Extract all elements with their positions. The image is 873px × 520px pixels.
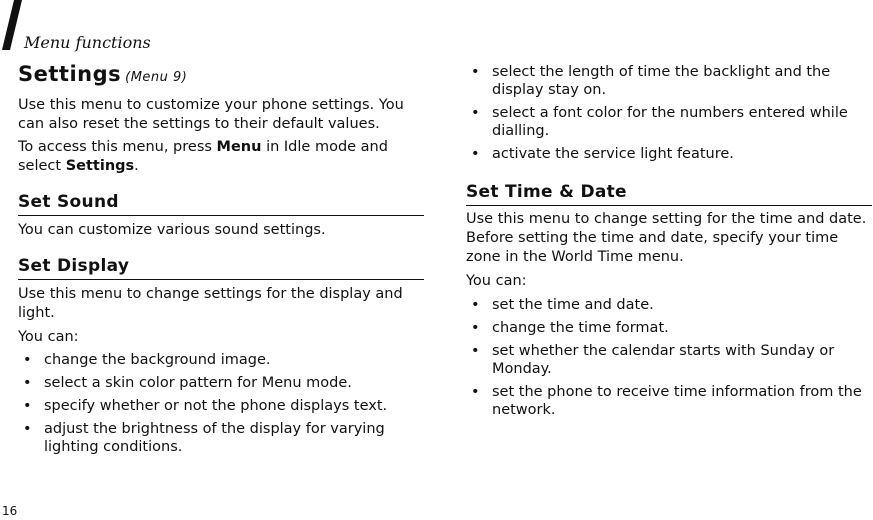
- list-item-text: set the time and date.: [492, 297, 654, 313]
- list-item: [466, 63, 872, 99]
- set-sound-heading: Set Sound: [18, 192, 119, 212]
- access-mid: in Idle mode and select: [18, 139, 388, 174]
- section-title-text: Settings: [18, 62, 122, 86]
- bullet-glyph: •: [23, 421, 32, 437]
- running-header: Menu functions: [24, 33, 151, 52]
- bullet-glyph: •: [471, 297, 480, 313]
- access-prefix: To access this menu, press: [18, 139, 217, 155]
- section-title: [18, 62, 187, 86]
- list-item: [18, 420, 424, 456]
- bullet-glyph: •: [23, 375, 32, 391]
- set-time-you-can: You can:: [466, 273, 527, 289]
- section-menu-number: (Menu 9): [125, 70, 188, 85]
- list-item-text: specify whether or not the phone displays text.: [44, 398, 388, 414]
- list-item-text: set whether the calendar starts with Sunday or Monday.: [492, 343, 835, 377]
- set-display-text: Use this menu to change settings for the display and light.: [18, 286, 403, 321]
- list-item: [466, 342, 872, 378]
- list-item: [466, 319, 872, 337]
- set-sound-rule: [18, 215, 424, 216]
- list-item-text: change the time format.: [492, 320, 669, 336]
- bullet-glyph: •: [23, 398, 32, 414]
- header-accent-bar: [0, 0, 24, 50]
- bullet-glyph: •: [471, 64, 480, 80]
- set-time-rule: [466, 205, 872, 206]
- list-item: [466, 145, 872, 163]
- access-paragraph: [18, 138, 424, 176]
- list-item-text: activate the service light feature.: [492, 146, 734, 162]
- list-item-text: select the length of time the backlight and the display stay on.: [492, 64, 831, 98]
- list-item-text: select a skin color pattern for Menu mode.: [44, 375, 352, 391]
- display-list-continued: [466, 63, 872, 168]
- list-item: [18, 397, 424, 415]
- bullet-glyph: •: [471, 320, 480, 336]
- list-item: [18, 351, 424, 369]
- access-settings-label: Settings: [65, 158, 135, 174]
- access-menu-key: Menu: [216, 139, 262, 155]
- bullet-glyph: •: [471, 146, 480, 162]
- intro-paragraph: Use this menu to customize your phone settings. You can also reset the settings to their default values.: [18, 97, 404, 132]
- access-suffix: .: [134, 158, 139, 174]
- set-time-heading: Set Time & Date: [466, 182, 627, 202]
- page-number: 16: [2, 504, 18, 518]
- list-item-text: adjust the brightness of the display for varying lighting conditions.: [44, 421, 385, 455]
- list-item: [18, 374, 424, 392]
- list-item: [466, 296, 872, 314]
- bullet-glyph: •: [23, 352, 32, 368]
- set-time-text: Use this menu to change setting for the time and date. Before setting the time and date, specify your time zone in the World Time menu.: [466, 211, 867, 265]
- list-item: [466, 104, 872, 140]
- set-display-rule: [18, 279, 424, 280]
- set-display-you-can: You can:: [18, 329, 79, 345]
- set-time-list: [466, 296, 872, 424]
- set-display-list: [18, 351, 424, 461]
- bullet-glyph: •: [471, 384, 480, 400]
- list-item: [466, 383, 872, 419]
- set-sound-text: You can customize various sound settings.: [18, 222, 326, 238]
- list-item-text: set the phone to receive time information from the network.: [492, 384, 862, 418]
- set-display-heading: Set Display: [18, 256, 130, 276]
- list-item-text: change the background image.: [44, 352, 271, 368]
- bullet-glyph: •: [471, 105, 480, 121]
- bullet-glyph: •: [471, 343, 480, 359]
- list-item-text: select a font color for the numbers entered while dialling.: [492, 105, 848, 139]
